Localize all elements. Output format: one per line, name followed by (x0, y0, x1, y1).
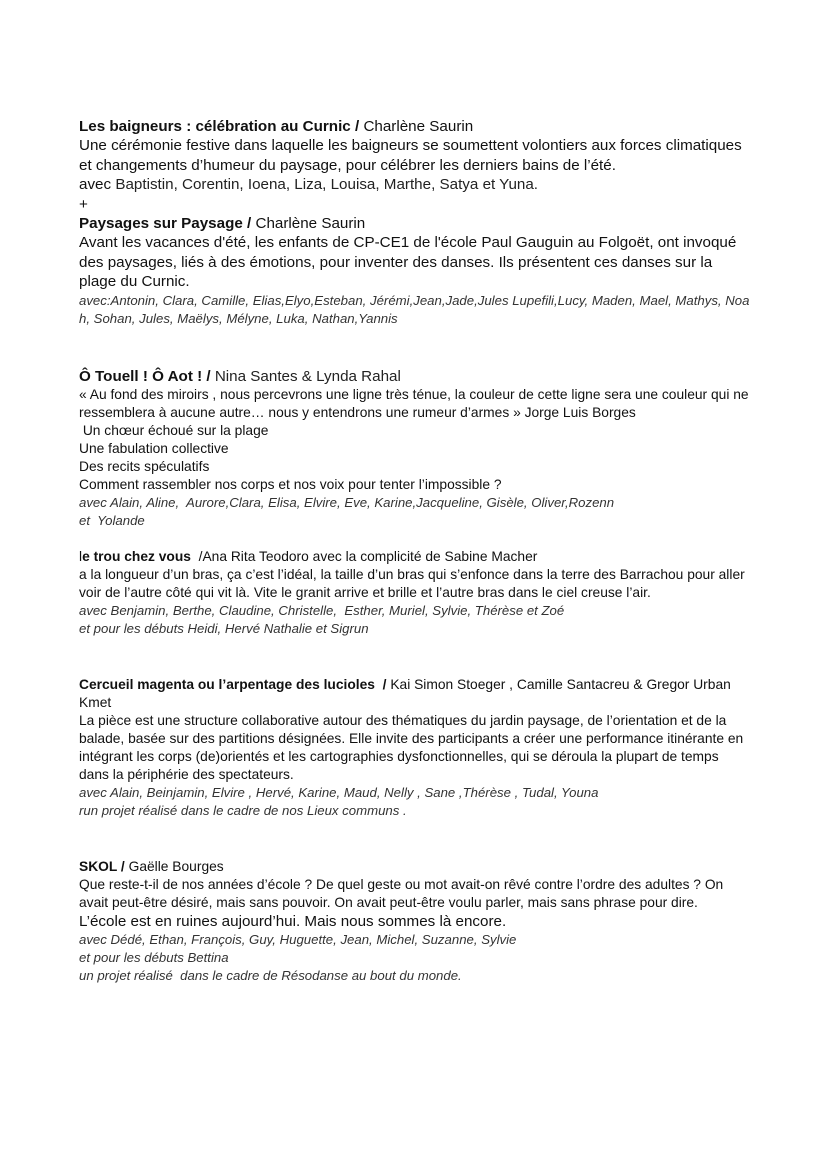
cast-line: et pour les débuts Heidi, Hervé Nathalie et Sigrun (79, 621, 369, 637)
section-description: Une cérémonie festive dans laquelle les baigneurs se soumettent volontiers aux forces climatiques et changements d’humeur du paysage, pour célébrer les derniers bains de l’été. (79, 137, 742, 174)
spacer (79, 638, 751, 676)
section-cercueil-magenta (79, 676, 751, 820)
cast-line: avec Alain, Aline, Aurore,Clara, Elisa, Elvire, Eve, Karine,Jacqueline, Gisèle, Oliver,Rozenn (79, 495, 615, 511)
section-description: Que reste-t-il de nos années d’école ? De quel geste ou mot avait-on rêvé contre l’ordre des adultes ? On avait peut-être désiré, mais sans pouvoir. On avait peut-être voulu parler, mais sans phrase pour dire. (79, 877, 724, 911)
section-title (79, 676, 751, 712)
body-line: Un chœur échoué sur la plage (79, 423, 269, 439)
spacer (79, 530, 751, 548)
spacer (79, 820, 751, 858)
cast-line: avec:Antonin, Clara, Camille, Elias,Elyo,Esteban, Jérémi,Jean,Jade,Jules Lupefili,Lucy, Maden, Mael, Mathys, Noah, Sohan, Jules, Maëlys, Mélyne, Luka, Nathan,Yannis (79, 292, 750, 326)
document-content (79, 117, 751, 985)
cast-line: avec Benjamin, Berthe, Claudine, Christelle, Esther, Muriel, Sylvie, Thérèse et Zoé (79, 603, 565, 619)
avec-label: avec (79, 176, 112, 194)
author-text: Charlène Saurin (363, 118, 474, 135)
section-title (79, 214, 751, 233)
plus-separator: + (79, 195, 88, 213)
section-title (79, 367, 751, 386)
statement-text: L’école est en ruines aujourd’hui. Mais nous sommes là encore. (79, 913, 507, 931)
section-title (79, 117, 751, 136)
title-text: e trou chez vous (82, 549, 191, 565)
author-text: Gaëlle Bourges (128, 859, 224, 875)
section-les-baigneurs (79, 117, 751, 214)
body-line: Une fabulation collective (79, 441, 229, 457)
author-text: Kai Simon Stoeger , Camille Santacreu & Gregor Urban Kmet (79, 677, 731, 711)
section-paysages-sur-paysage (79, 214, 751, 328)
title-text: Paysages sur Paysage / (79, 215, 252, 233)
cast-names: Baptistin, Corentin, Ioena, Liza, Louisa, Marthe, Satya et Yuna. (115, 176, 539, 194)
author-text: Charlène Saurin (255, 215, 366, 233)
cast-line: un projet réalisé dans le cadre de Résodanse au bout du monde. (79, 968, 462, 984)
section-o-touell (79, 367, 751, 530)
section-skol (79, 858, 751, 985)
section-le-trou-chez-vous (79, 548, 751, 638)
section-description: Avant les vacances d'été, les enfants de CP-CE1 de l'école Paul Gauguin au Folgoët, ont invoqué des paysages, liés à des émotions, pour inventer des danses. Ils présentent ces danses sur la plage du Curnic. (79, 234, 737, 291)
title-text: SKOL / (79, 859, 125, 875)
author-text: /Ana Rita Teodoro avec la complicité de Sabine Macher (190, 549, 538, 565)
cast-line: avec Dédé, Ethan, François, Guy, Huguette, Jean, Michel, Suzanne, Sylvie (79, 932, 517, 948)
title-text: Cercueil magenta ou l’arpentage des lucioles / (79, 677, 387, 693)
section-description: La pièce est une structure collaborative autour des thématiques du jardin paysage, de l’orientation et de la balade, basée sur des partitions désignées. Elle invite des participants a créer une performance itinérante en intégrant les corps (de)orientés et les cartographies dysfonctionnelles, qui se déroula la plupart de temps dans la périphérie des spectateurs. (79, 713, 744, 783)
title-text: Les baigneurs : célébration au Curnic / (79, 118, 360, 135)
section-description: a la longueur d’un bras, ça c’est l’idéal, la taille d’un bras qui s’enfonce dans la terre des Barrachou pour aller voir de l’autre côté qui vit là. Vite le granit arrive et brille et l’autre bras dans le ciel creuse l’air. (79, 567, 745, 601)
body-line: Des recits spéculatifs (79, 459, 210, 475)
title-text: Ô Touell ! Ô Aot ! / (79, 367, 211, 385)
section-title (79, 548, 751, 566)
title-prefix: l (79, 549, 83, 565)
spacer (79, 328, 751, 367)
author-text: Nina Santes & Lynda Rahal (214, 367, 401, 385)
cast-line: et Yolande (79, 513, 145, 529)
section-title (79, 858, 751, 876)
body-line: Comment rassembler nos corps et nos voix pour tenter l’impossible ? (79, 477, 502, 493)
cast-line: et pour les débuts Bettina (79, 950, 229, 966)
cast-line: avec Alain, Beinjamin, Elvire , Hervé, Karine, Maud, Nelly , Sane ,Thérèse , Tudal, Youna (79, 785, 599, 801)
cast-line: run projet réalisé dans le cadre de nos Lieux communs . (79, 803, 407, 819)
quote-text: « Au fond des miroirs , nous percevrons une ligne très ténue, la couleur de cette ligne sera une couleur qui ne ressemblera à aucune autre… nous y entendrons une rumeur d’armes » Jorge Luis Borges (79, 387, 749, 421)
cast-line (79, 175, 751, 194)
